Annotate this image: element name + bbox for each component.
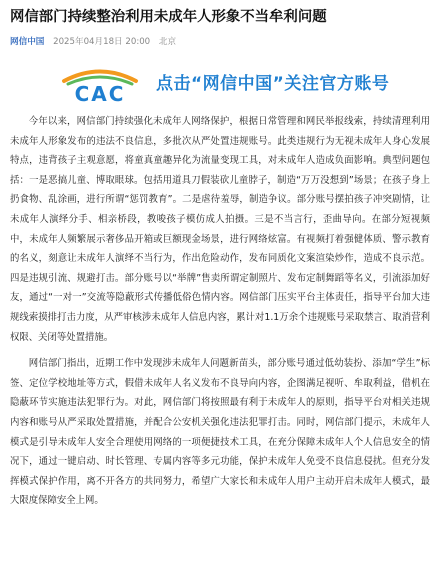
article-body bbox=[10, 112, 430, 518]
cac-logo-icon bbox=[50, 64, 150, 104]
follow-banner[interactable] bbox=[50, 64, 390, 104]
publish-location: 北京 bbox=[158, 37, 177, 47]
follow-slogan bbox=[156, 74, 389, 94]
article-meta bbox=[10, 36, 176, 48]
slogan-suffix: 关注官方账号 bbox=[284, 74, 390, 94]
slogan-prefix: 点击 bbox=[156, 74, 191, 94]
svg-text:CAC: CAC bbox=[74, 82, 126, 104]
article-title: 网信部门持续整治利用未成年人形象不当牟利问题 bbox=[10, 9, 327, 25]
article-paragraph-1: 今年以来，网信部门持续强化未成年人网络保护，根据日常管理和网民举报线索，持续清理利用未成年人形象发布的违法不良信息，多批次从严处置违规账号。此类违规行为无视未成年人身心发展特点，违背孩子主观意愿，将童真童趣异化为流量变现工具，对未成年人造成负面影响。典型问题包括：一是恶搞儿童、博取眼球。包括用道具刀假装砍儿童脖子，制造“万万没想到”场景；在孩子身上扔食物、乱涂画，进行所谓“惩罚教育”。二是虐待羞辱，制造争议。部分账号摆拍孩子冲突剧情，让未成年人演绎分手、相亲桥段，教唆孩子模仿成人拍摄。三是不当言行，歪曲导向。在部分短视频中，未成年人频繁展示奢侈品开箱或巨额现金场景，进行网络炫富。有视频打着强健体质、警示教育的名义，刻意让未成年人演绎不当行为，作出危险动作，发布同质化文案渲染炒作，造成不良示范。四是违规引流、规避打击。部分账号以“举牌”售卖所谓定制照片、发布定制舞蹈等名义，引流添加好友，通过“一对一”交流等隐蔽形式传播低俗色情内容。网信部门压实平台主体责任，指导平台加大违规线索摸排打击力度，从严审核涉未成年人信息内容，累计对1.1万余个违规账号采取禁言、取消营利权限、关闭等处置措施。 bbox=[10, 116, 430, 343]
publish-time: 2025年04月18日 20:00 bbox=[53, 37, 151, 47]
source-link[interactable]: 网信中国 bbox=[10, 37, 45, 47]
article-paragraph-2: 网信部门指出，近期工作中发现涉未成年人问题新苗头，部分账号通过低幼装扮、添加“学生”标签、定位学校地址等方式，假借未成年人名义发布不良导向内容，企图满足视听、牟取利益，借机在隐蔽环节实施违法犯罪行为。对此，网信部门将按照最有利于未成年人的原则，指导平台对相关违规内容和账号从严采取处置措施，并配合公安机关强化违法犯罪打击。同时，网信部门提示，未成年人模式是引导未成年人安全合理使用网络的一项便捷技术工具，在充分保障未成年人个人信息安全的情况下，通过一键启动、时长管理、专属内容等多元功能，保护未成年人免受不良信息侵扰。但充分发挥模式保护作用，离不开各方的共同努力，希望广大家长和未成年人用户主动开启未成年人模式，最大限度保障安全上网。 bbox=[10, 358, 430, 507]
slogan-name: “网信中国” bbox=[191, 74, 285, 94]
